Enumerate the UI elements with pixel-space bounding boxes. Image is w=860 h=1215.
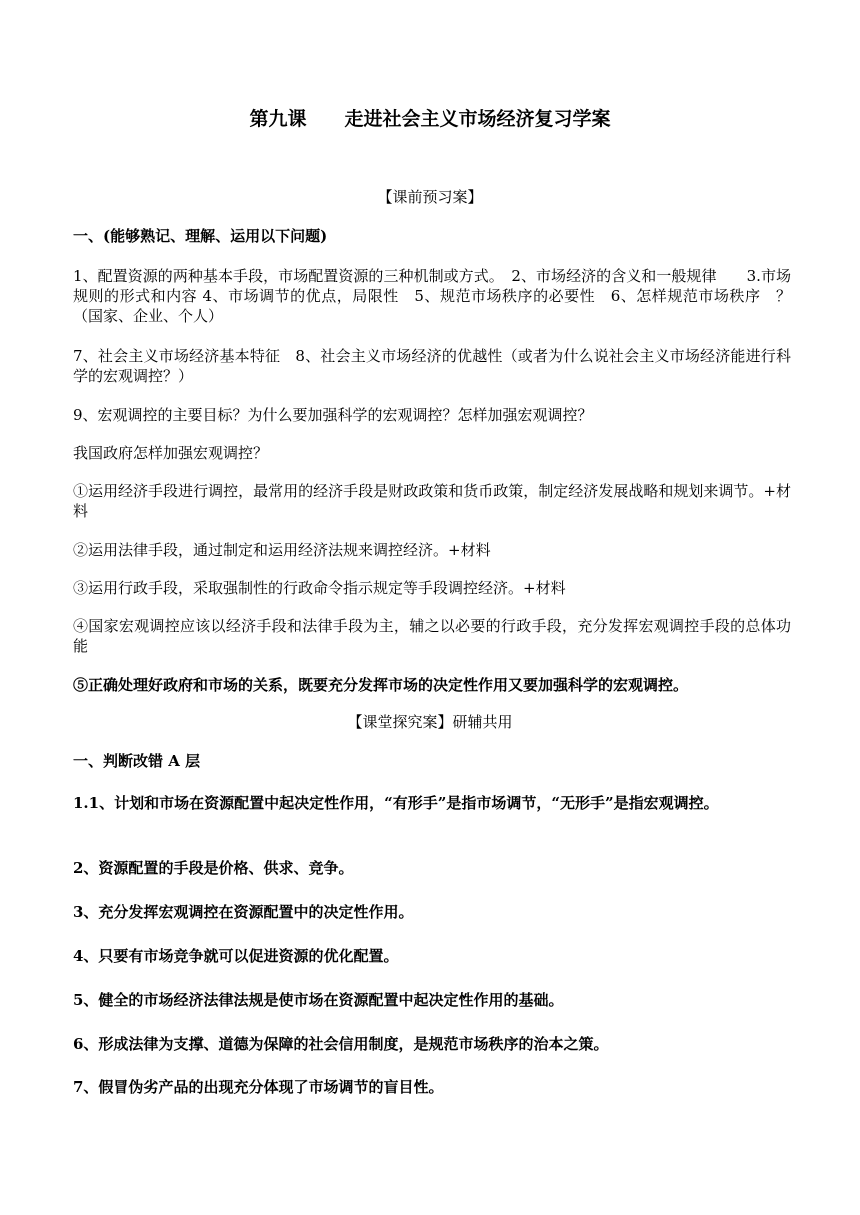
combined-means-item: ④国家宏观调控应该以经济手段和法律手段为主，辅之以必要的行政手段，充分发挥宏观调控手段的总体功能	[73, 617, 791, 655]
classroom-section-header: 【课堂探究案】研辅共用	[347, 713, 513, 731]
government-market-item: ⑤正确处理好政府和市场的关系，既要充分发挥市场的决定性作用又要加强科学的宏观调控。	[73, 676, 689, 694]
section1-heading: 一、(能够熟记、理解、运用以下问题)	[73, 227, 328, 245]
macro-control-question: 我国政府怎样加强宏观调控？	[73, 444, 269, 462]
question-list-1-6: 1、配置资源的两种基本手段，市场配置资源的三种机制或方式。 2、市场经济的含义和一般规律 3.市场规则的形式和内容 4、市场调节的优点，局限性 5、规范市场秩序的必要性 6、怎样规范市场秩序 ？（国家、企业、个人）	[73, 267, 791, 325]
judgment-item-5: 5、健全的市场经济法律法规是使市场在资源配置中起决定性作用的基础。	[73, 991, 564, 1009]
judgment-item-2: 2、资源配置的手段是价格、供求、竞争。	[73, 859, 354, 877]
preview-section-header: 【课前预习案】	[377, 188, 483, 206]
judgment-item-7: 7、假冒伪劣产品的出现充分体现了市场调节的盲目性。	[73, 1078, 444, 1096]
economic-means-item: ①运用经济手段进行调控，最常用的经济手段是财政政策和货币政策，制定经济发展战略和规划来调节。+材料	[73, 482, 791, 520]
judgment-item-6: 6、形成法律为支撑、道德为保障的社会信用制度，是规范市场秩序的治本之策。	[73, 1035, 609, 1053]
question-list-7-8: 7、社会主义市场经济基本特征 8、社会主义市场经济的优越性（或者为什么说社会主义市场经济能进行科学的宏观调控？）	[73, 347, 791, 385]
administrative-means-item: ③运用行政手段，采取强制性的行政命令指示规定等手段调控经济。+材料	[73, 579, 566, 597]
judgment-item-3: 3、充分发挥宏观调控在资源配置中的决定性作用。	[73, 903, 414, 921]
judgment-item-4: 4、只要有市场竞争就可以促进资源的优化配置。	[73, 947, 399, 965]
page-title: 第九课 走进社会主义市场经济复习学案	[249, 108, 611, 130]
judgment-item-1: 1.1、计划和市场在资源配置中起决定性作用，“有形手”是指市场调节，“无形手”是指宏观调控。	[73, 794, 719, 812]
question-9: 9、宏观调控的主要目标？为什么要加强科学的宏观调控？怎样加强宏观调控？	[73, 406, 593, 424]
section2-heading: 一、判断改错 A 层	[73, 752, 201, 770]
legal-means-item: ②运用法律手段，通过制定和运用经济法规来调控经济。+材料	[73, 541, 491, 559]
